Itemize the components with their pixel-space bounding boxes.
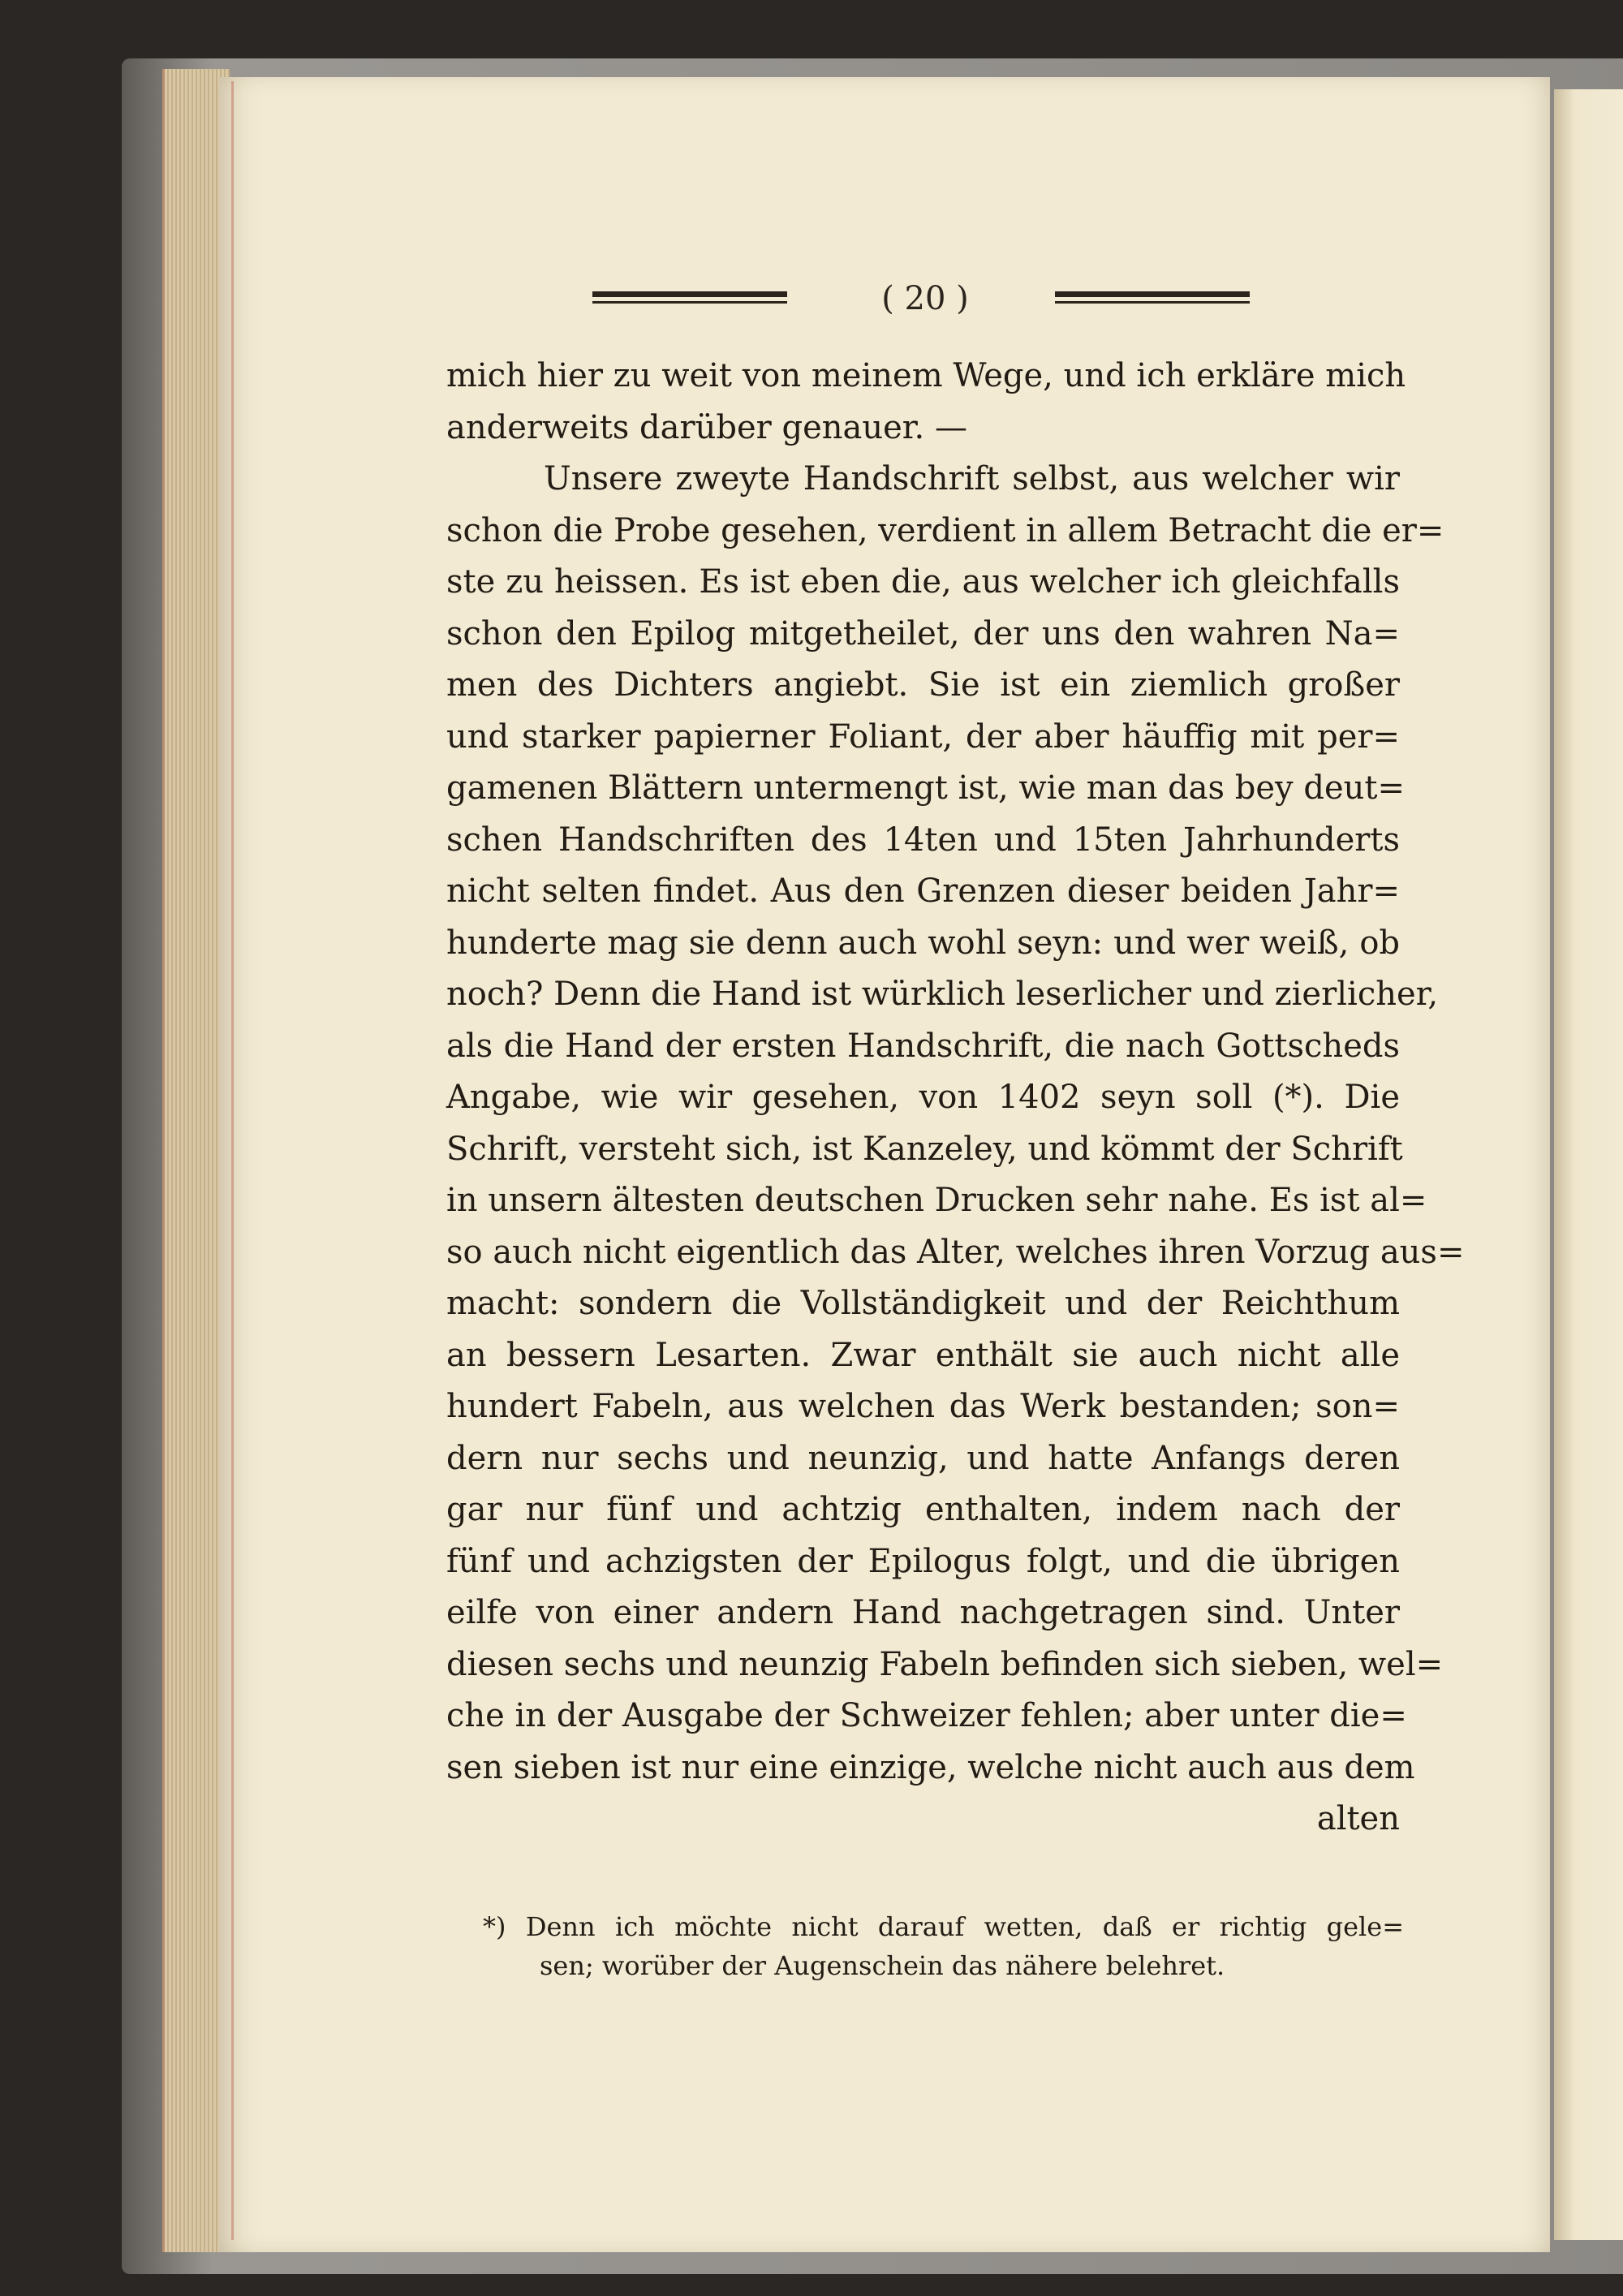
text-line: mich hier zu weit von meinem Wege, und ich erkläre mich — [446, 357, 1406, 394]
text-line: als die Hand der ersten Handschrift, die nach Gottscheds — [446, 1027, 1400, 1065]
red-margin-rule — [231, 81, 234, 2240]
text-line: diesen sechs und neunzig Fabeln befinden sich sieben, wel= — [446, 1645, 1444, 1683]
text-line: Unsere zweyte Handschrift selbst, aus welcher wir — [544, 460, 1400, 498]
header-rule-right — [1055, 291, 1250, 308]
text-line: und starker papierner Foliant, der aber häuffig mit per= — [446, 717, 1400, 756]
page-number: ( 20 ) — [881, 280, 969, 317]
text-line: gar nur fünf und achtzig enthalten, indem nach der — [446, 1491, 1400, 1528]
text-line: an bessern Lesarten. Zwar enthält sie auch nicht alle — [446, 1336, 1400, 1374]
text-line: Schrift, versteht sich, ist Kanzeley, und kömmt der Schrift — [446, 1130, 1403, 1168]
text-line: schen Handschriften des 14ten und 15ten Jahrhunderts — [446, 821, 1400, 859]
text-line: dern nur sechs und neunzig, und hatte Anfangs deren — [446, 1439, 1400, 1477]
text-line: anderweits darüber genauer. — — [446, 408, 967, 446]
text-line: hunderte mag sie denn auch wohl seyn: und wer weiß, ob — [446, 924, 1400, 962]
text-line: che in der Ausgabe der Schweizer fehlen; aber unter die= — [446, 1697, 1407, 1734]
text-line: sen sieben ist nur eine einzige, welche nicht auch aus dem — [446, 1748, 1415, 1786]
text-line: nicht selten findet. Aus den Grenzen dieser beiden Jahr= — [446, 872, 1400, 910]
text-line: fünf und achzigsten der Epilogus folgt, und die übrigen — [446, 1542, 1400, 1580]
text-line: gamenen Blättern untermengt ist, wie man das bey deut= — [446, 769, 1405, 807]
footnote-line: sen; worüber der Augenschein das nähere belehret. — [540, 1950, 1225, 1981]
text-line: men des Dichters angiebt. Sie ist ein ziemlich großer — [446, 666, 1400, 704]
text-line: schon die Probe gesehen, verdient in allem Betracht die er= — [446, 511, 1444, 549]
text-line: noch? Denn die Hand ist würklich leserlicher und zierlicher, — [446, 976, 1439, 1013]
text-line: in unsern ältesten deutschen Drucken sehr nahe. Es ist al= — [446, 1182, 1427, 1219]
text-line: so auch nicht eigentlich das Alter, welches ihren Vorzug aus= — [446, 1233, 1465, 1271]
facing-page-edge — [1554, 89, 1623, 2240]
footnote — [483, 1907, 1404, 1985]
text-line: schon den Epilog mitgetheilet, der uns den wahren Na= — [446, 614, 1400, 653]
text-line: Angabe, wie wir gesehen, von 1402 seyn soll (*). Die — [446, 1079, 1400, 1116]
body-text — [446, 351, 1465, 1846]
text-line: ste zu heissen. Es ist eben die, aus welcher ich gleichfalls — [446, 563, 1400, 601]
text-line: hundert Fabeln, aus welchen das Werk bestanden; son= — [446, 1388, 1400, 1425]
page-header — [584, 280, 1258, 321]
text-line: eilfe von einer andern Hand nachgetragen sind. Unter — [446, 1594, 1400, 1631]
text-line: macht: sondern die Vollständigkeit und der Reichthum — [446, 1285, 1400, 1322]
footnote-line: *) Denn ich möchte nicht darauf wetten, daß er richtig gele= — [483, 1911, 1404, 1942]
header-rule-left — [592, 291, 787, 308]
catchword: alten — [1316, 1800, 1400, 1837]
